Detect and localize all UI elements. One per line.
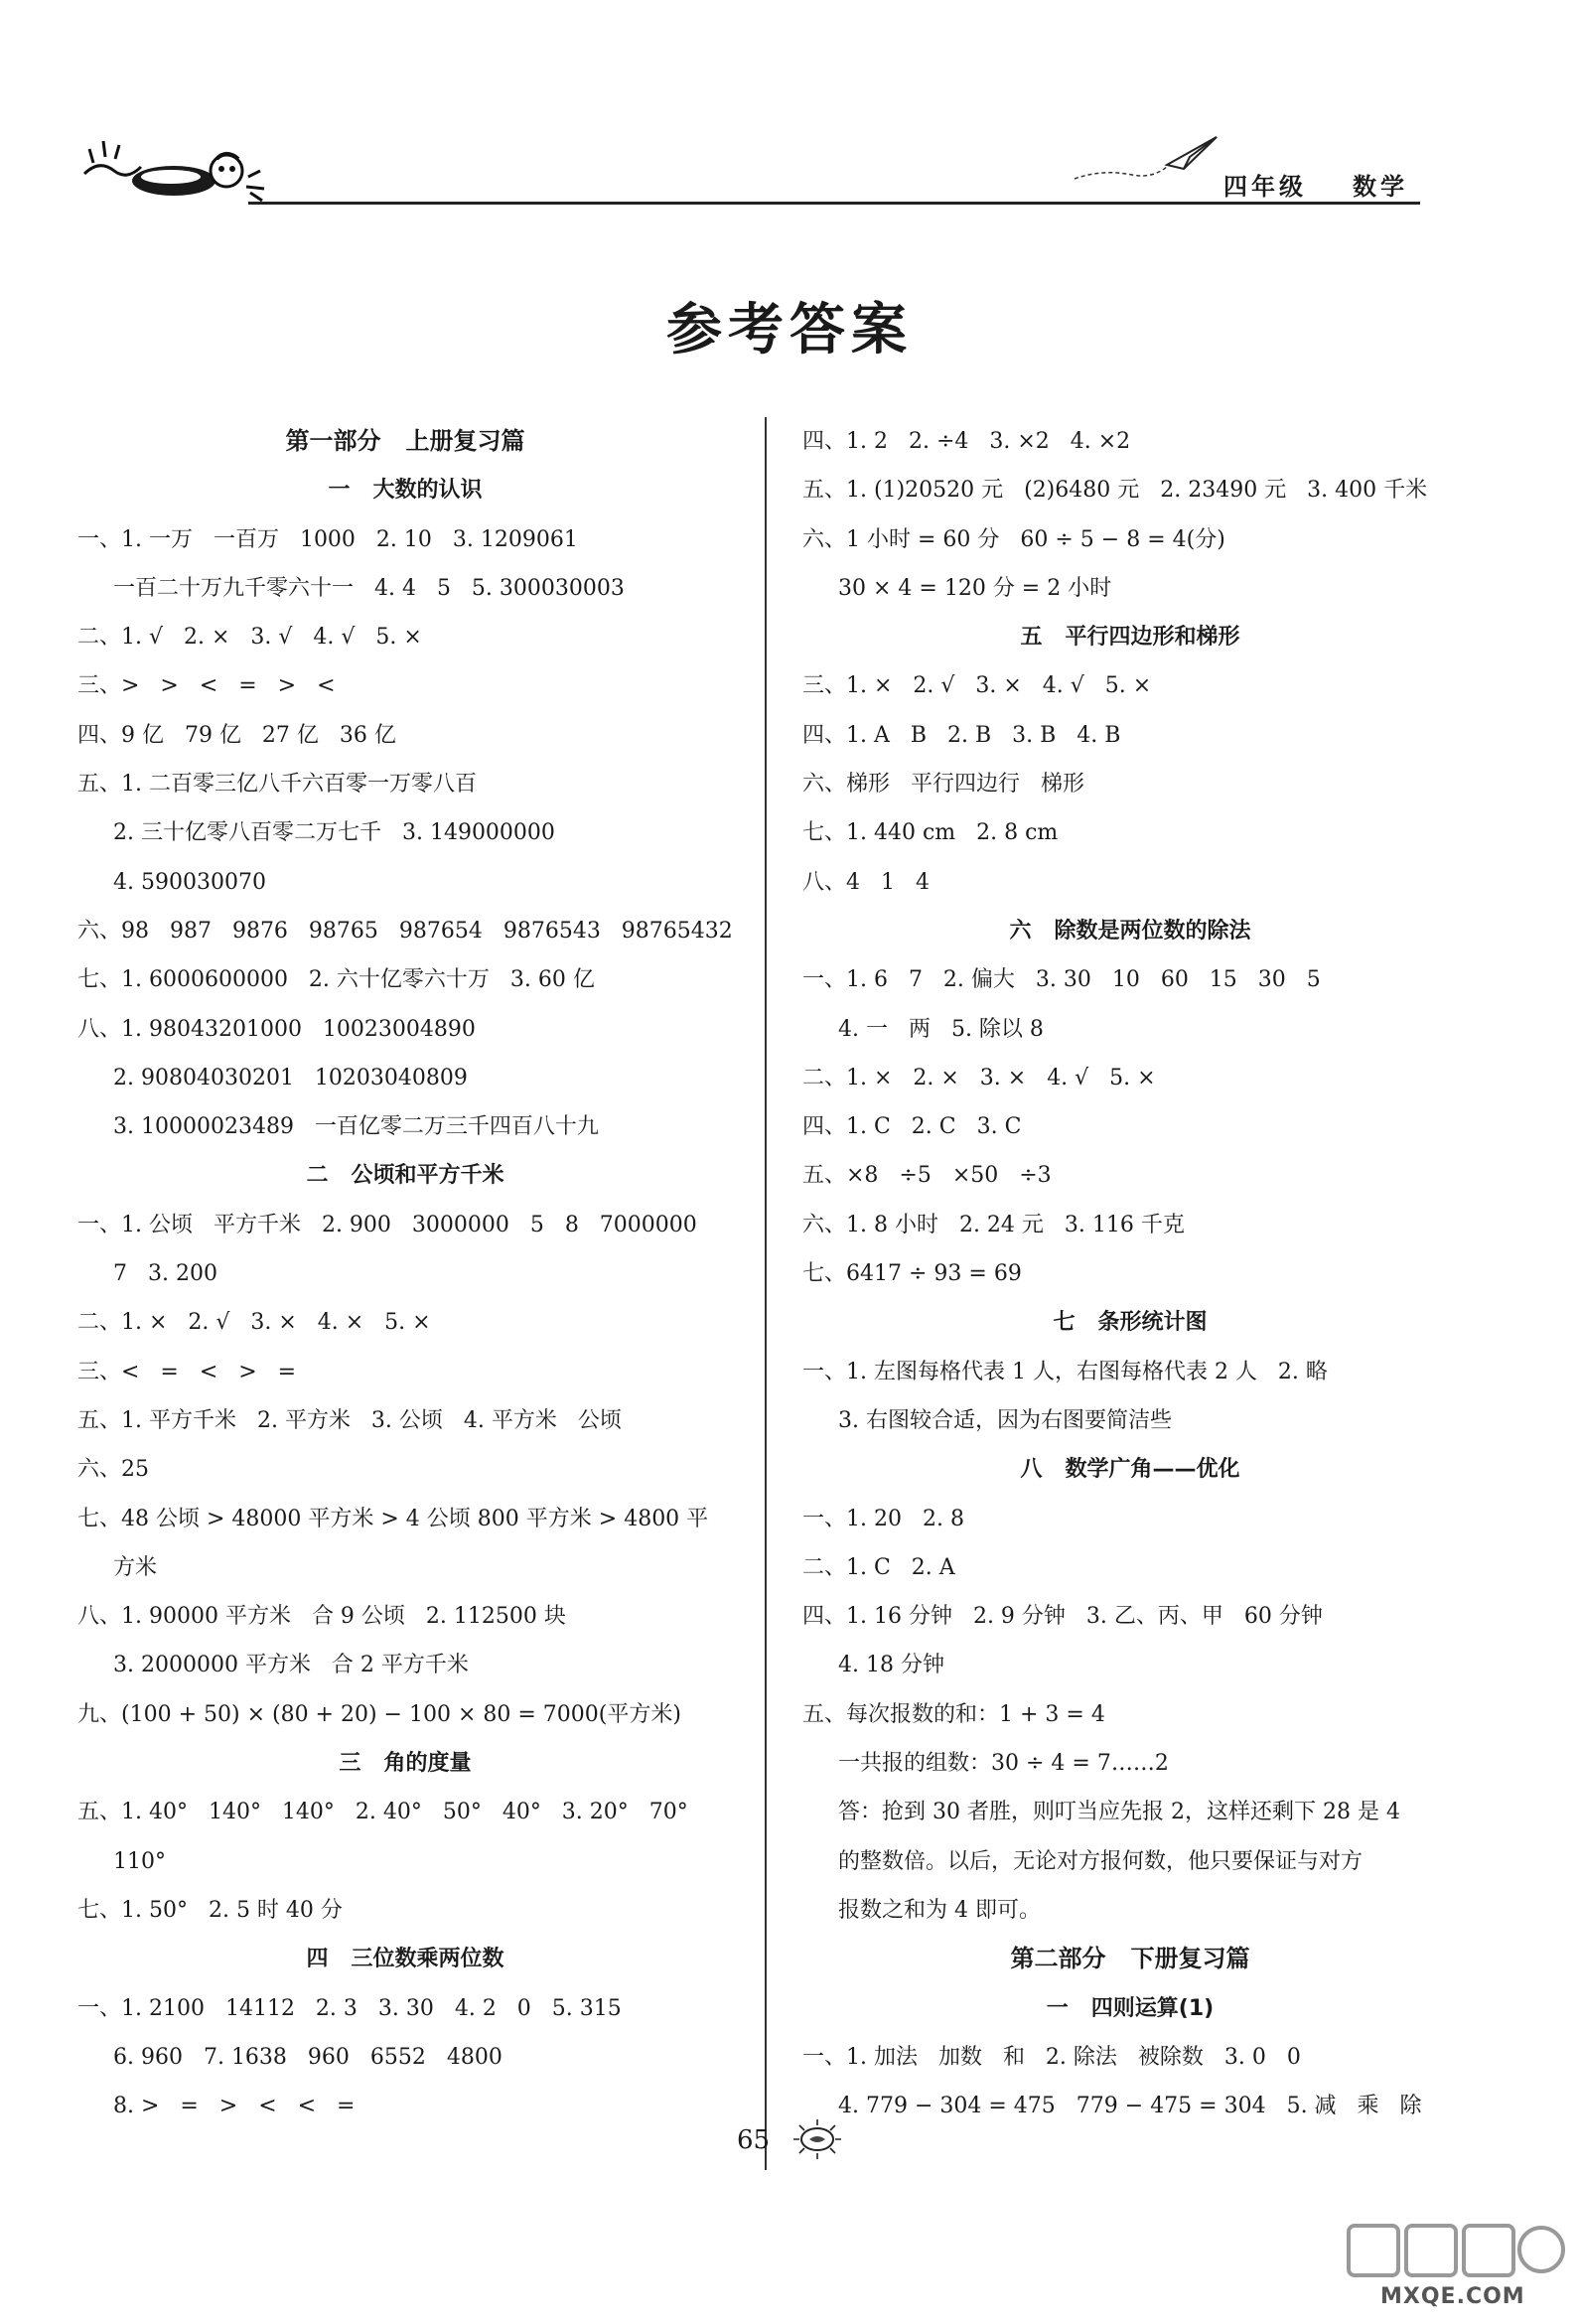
answer-line: 一、1. 左图每格代表 1 人，右图每格代表 2 人 2. 略	[802, 1359, 1328, 1384]
section-heading: 七 条形统计图	[1053, 1310, 1208, 1336]
answer-line: 五、1. 二百零三亿八千六百零一万零八百	[77, 772, 477, 798]
answer-line: 八、1. 90000 平方米 合 9 公顷 2. 112500 块	[77, 1604, 566, 1630]
answer-line: 六、1 小时 = 60 分 60 ÷ 5 − 8 = 4(分)	[802, 526, 1225, 552]
answer-line: 九、(100 + 50) × (80 + 20) − 100 × 80 = 7000(平方米)	[77, 1701, 681, 1727]
answer-line: 五、×8 ÷5 ×50 ÷3	[802, 1163, 1052, 1189]
column-divider	[765, 417, 767, 2170]
section-heading: 六 除数是两位数的除法	[1009, 918, 1251, 944]
answer-line: 四、1. 16 分钟 2. 9 分钟 3. 乙、丙、甲 60 分钟	[802, 1604, 1323, 1630]
answer-line: 二、1. √ 2. × 3. √ 4. √ 5. ×	[77, 625, 422, 651]
left-answer-column	[77, 417, 733, 2130]
answer-line: 4. 18 分钟	[838, 1653, 944, 1678]
answer-line: 方米	[113, 1554, 158, 1580]
answer-line: 4. 590030070	[113, 869, 266, 895]
answer-line: 七、48 公顷 > 48000 平方米 > 4 公顷 800 平方米 > 4800 平	[77, 1506, 709, 1531]
answer-line: 五、每次报数的和：1 + 3 = 4	[802, 1701, 1105, 1727]
section-heading: 二 公顷和平方千米	[306, 1163, 504, 1189]
answer-line: 六、1. 8 小时 2. 24 元 3. 116 千克	[802, 1212, 1185, 1237]
answer-line: 三、> > < = > <	[77, 673, 336, 699]
answer-line: 五、1. 40° 140° 140° 2. 40° 50° 40° 3. 20° 70°	[77, 1800, 688, 1825]
answer-line: 八、1. 98043201000 10023004890	[77, 1016, 476, 1042]
answer-line: 八、4 1 4	[802, 869, 930, 895]
answer-line: 30 × 4 = 120 分 = 2 小时	[838, 575, 1112, 601]
answer-line: 7 3. 200	[113, 1261, 217, 1287]
answer-line: 3. 2000000 平方米 合 2 平方千米	[113, 1653, 469, 1678]
answer-line: 二、1. C 2. A	[802, 1554, 955, 1580]
answer-line: 一、1. 2100 14112 2. 3 3. 30 4. 2 0 5. 315	[77, 1995, 622, 2021]
section-heading: 八 数学广角——优化	[1020, 1457, 1240, 1483]
paper-plane-icon	[1073, 129, 1221, 189]
answer-line: 报数之和为 4 即可。	[838, 1897, 1041, 1923]
answer-line: 三、1. × 2. √ 3. × 4. √ 5. ×	[802, 673, 1152, 699]
sun-decoration-icon	[790, 2117, 845, 2161]
answer-line: 3. 右图较合适，因为右图要简洁些	[838, 1407, 1172, 1433]
right-answer-column	[802, 417, 1458, 2130]
answer-line: 2. 90804030201 10203040809	[113, 1065, 468, 1090]
section-heading: 四 三位数乘两位数	[306, 1947, 504, 1972]
answer-line: 8. > = > < < =	[113, 2094, 356, 2119]
answer-line: 一、1. 一万 一百万 1000 2. 10 3. 1209061	[77, 526, 578, 552]
answer-line: 四、1. C 2. C 3. C	[802, 1114, 1022, 1140]
answer-line: 七、6417 ÷ 93 = 69	[802, 1261, 1022, 1287]
answer-line: 二、1. × 2. × 3. × 4. √ 5. ×	[802, 1065, 1156, 1090]
answer-line: 一、1. 加法 加数 和 2. 除法 被除数 3. 0 0	[802, 2044, 1301, 2070]
page-title: 参考答案	[666, 297, 913, 363]
answer-line: 五、1. 平方千米 2. 平方米 3. 公顷 4. 平方米 公顷	[77, 1407, 622, 1433]
answer-line: 七、1. 440 cm 2. 8 cm	[802, 820, 1059, 846]
answer-line: 6. 960 7. 1638 960 6552 4800	[113, 2044, 502, 2070]
section-heading: 三 角的度量	[339, 1751, 472, 1777]
answer-line: 一、1. 20 2. 8	[802, 1506, 964, 1531]
answer-line: 110°	[113, 1848, 166, 1874]
answer-line: 的整数倍。以后，无论对方报何数，他只要保证与对方	[838, 1848, 1364, 1874]
answer-line: 4. 779 − 304 = 475 779 − 475 = 304 5. 减 乘 除	[838, 2094, 1422, 2119]
section-heading: 第二部分 下册复习篇	[1010, 1945, 1250, 1973]
answer-line: 三、< = < > =	[77, 1359, 297, 1384]
header-grade: 四年级	[1223, 172, 1307, 201]
answer-line: 3. 10000023489 一百亿零二万三千四百八十九	[113, 1114, 599, 1140]
page-number: 65	[737, 2125, 771, 2155]
header-doodle-illustration	[79, 129, 278, 204]
answer-line: 一、1. 公顷 平方千米 2. 900 3000000 5 8 7000000	[77, 1212, 697, 1237]
answer-line: 七、1. 6000600000 2. 六十亿零六十万 3. 60 亿	[77, 967, 595, 993]
header-subject: 数学	[1353, 172, 1408, 201]
section-heading: 一 大数的认识	[328, 478, 483, 504]
answer-line: 二、1. × 2. √ 3. × 4. × 5. ×	[77, 1310, 431, 1336]
answer-line: 四、9 亿 79 亿 27 亿 36 亿	[77, 722, 396, 748]
section-heading: 一 四则运算(1)	[1046, 1995, 1215, 2021]
answer-line: 六、25	[77, 1457, 149, 1483]
answer-line: 答：抢到 30 者胜，则叮当应先报 2，这样还剩下 28 是 4	[838, 1800, 1400, 1825]
answer-line: 2. 三十亿零八百零二万七千 3. 149000000	[113, 820, 555, 846]
section-heading: 五 平行四边形和梯形	[1020, 625, 1240, 651]
answer-line: 一、1. 6 7 2. 偏大 3. 30 10 60 15 30 5	[802, 967, 1321, 993]
answer-line: 四、1. A B 2. B 3. B 4. B	[802, 722, 1121, 748]
watermark-text: MXQE.COM	[1380, 2284, 1525, 2309]
answer-line: 4. 一 两 5. 除以 8	[838, 1016, 1044, 1042]
section-heading: 第一部分 上册复习篇	[285, 427, 525, 455]
answer-line: 六、98 987 9876 98765 987654 9876543 98765432	[77, 918, 733, 944]
answer-line: 五、1. (1)20520 元 (2)6480 元 2. 23490 元 3. 400 千米	[802, 478, 1428, 504]
answer-line: 七、1. 50° 2. 5 时 40 分	[77, 1897, 343, 1923]
answer-line: 六、梯形 平行四边行 梯形	[802, 772, 1084, 798]
answer-line: 四、1. 2 2. ÷4 3. ×2 4. ×2	[802, 429, 1131, 454]
answer-line: 一共报的组数：30 ÷ 4 = 7……2	[838, 1751, 1169, 1777]
answer-line: 一百二十万九千零六十一 4. 4 5 5. 300030003	[113, 575, 625, 601]
header-rule	[248, 202, 1420, 205]
